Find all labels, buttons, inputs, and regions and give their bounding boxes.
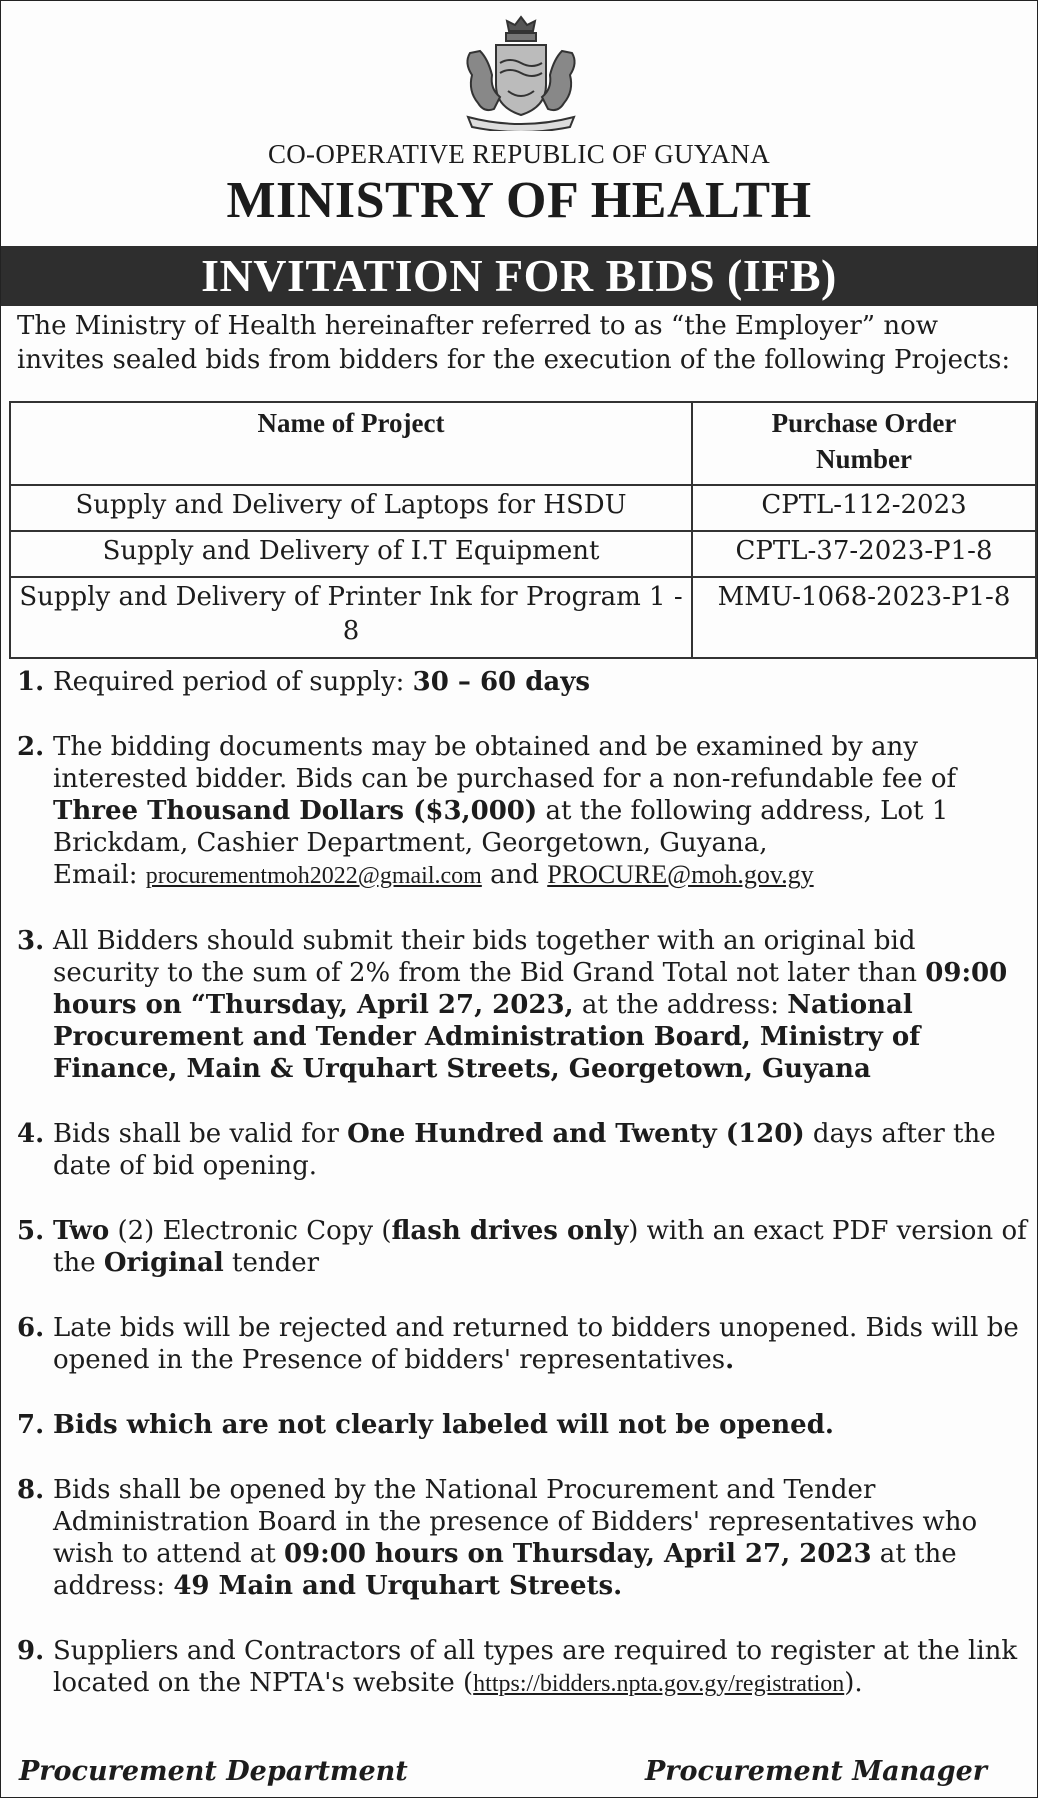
item-text: at the address: [53,1539,957,1601]
project-name-cell: Supply and Delivery of I.T Equipment [10,531,692,577]
item-text: Required period of supply: [53,667,413,697]
item-text: Suppliers and Contractors of all types are required to register at the link located on the NPTA's website ( [53,1636,1018,1698]
item-emphasis: 30 – 60 days [412,667,590,697]
item-emphasis: flash drives only [391,1216,629,1246]
registration-link[interactable]: https://bidders.npta.gov.gy/registration [473,1671,845,1697]
item-text: All Bidders should submit their bids together with an original bid security to the sum of 2% from the Bid Grand Total not later than [53,926,926,988]
item-text: and [481,860,548,890]
item-emphasis: . [725,1345,735,1375]
list-item [17,1474,1027,1602]
signature-manager: Procurement Manager [644,1756,987,1787]
project-name-cell: Supply and Delivery of Printer Ink for Program 1 - 8 [10,577,692,658]
item-number: 4. [17,1119,45,1149]
banner-title: INVITATION FOR BIDS (IFB) [201,250,837,301]
item-text: The bidding documents may be obtained and be examined by any interested bidder. Bids can be purchased for a non-refundable fee of [53,732,957,794]
item-emphasis: Bids which are not clearly labeled will not be opened. [53,1410,834,1440]
item-text: Bids shall be valid for [53,1119,348,1149]
table-row [10,485,1036,531]
item-emphasis: 09:00 hours on “Thursday, April 27, 2023, [53,958,1008,1020]
email-link-2[interactable]: PROCURE@moh.gov.gy [547,860,814,889]
item-number: 9. [17,1636,45,1666]
item-emphasis: 09:00 hours on Thursday, April 27, 2023 [283,1539,872,1569]
item-emphasis: 49 Main and Urquhart Streets. [173,1571,623,1601]
table-header-row [10,402,1036,485]
item-emphasis: Three Thousand Dollars ($3,000) [53,796,538,826]
item-text: (2) Electronic Copy ( [109,1216,392,1246]
item-text: days after the date of bid opening. [53,1119,996,1181]
item-number: 3. [17,926,45,956]
item-emphasis: One Hundred and Twenty (120) [347,1119,805,1149]
table-row [10,531,1036,577]
item-text: ) with an exact PDF version of the [53,1216,1027,1278]
po-number-cell: CPTL-112-2023 [692,485,1036,531]
list-item [17,925,1027,1085]
item-number: 8. [17,1475,45,1505]
item-text: at the following address, Lot 1 Brickdam, Cashier Department, Georgetown, Guyana, [53,796,949,858]
list-item [17,731,1027,892]
project-name-cell: Supply and Delivery of Laptops for HSDU [10,485,692,531]
item-emphasis: Original [103,1248,224,1278]
conditions-list [17,666,1027,1733]
projects-table [9,401,1037,659]
table-row [10,577,1036,658]
item-number: 5. [17,1216,45,1246]
item-text: at the address: [573,990,788,1020]
item-number: 6. [17,1313,45,1343]
ministry-name: MINISTRY OF HEALTH [226,172,812,229]
signature-department: Procurement Department [19,1756,408,1787]
title-banner [1,246,1037,306]
item-number: 1. [17,667,45,697]
item-text: Bids shall be opened by the National Procurement and Tender Administration Board in the presence of Bidders' representatives who wish to attend at [53,1475,978,1569]
list-item [17,1215,1027,1279]
po-number-cell: CPTL-37-2023-P1-8 [692,531,1036,577]
email-label: Email: [53,860,146,890]
list-item [17,1118,1027,1182]
column-header-po: Purchase Order Number [692,402,1036,485]
item-text: Late bids will be rejected and returned to bidders unopened. Bids will be opened in the Presence of bidders' representatives [53,1313,1019,1375]
item-number: 7. [17,1410,45,1440]
item-emphasis: National Procurement and Tender Administration Board, Ministry of Finance, Main & Urquhart Streets, Georgetown, Guyana [53,990,921,1084]
column-header-project: Name of Project [10,402,692,485]
list-item [17,1312,1027,1376]
list-item [17,1409,1027,1441]
item-emphasis: Two [53,1216,110,1246]
coat-of-arms-icon [456,13,586,131]
intro-paragraph: The Ministry of Health hereinafter referred to as “the Employer” now invites sealed bids from bidders for the execution of the following Projects: [17,311,1011,375]
item-text: tender [223,1248,320,1278]
item-text: ). [844,1668,863,1698]
email-link-1[interactable]: procurementmoh2022@gmail.com [145,863,482,889]
item-number: 2. [17,732,45,762]
country-name: CO-OPERATIVE REPUBLIC OF GUYANA [267,139,771,169]
po-number-cell: MMU-1068-2023-P1-8 [692,577,1036,658]
list-item [17,666,1027,698]
list-item [17,1635,1027,1700]
